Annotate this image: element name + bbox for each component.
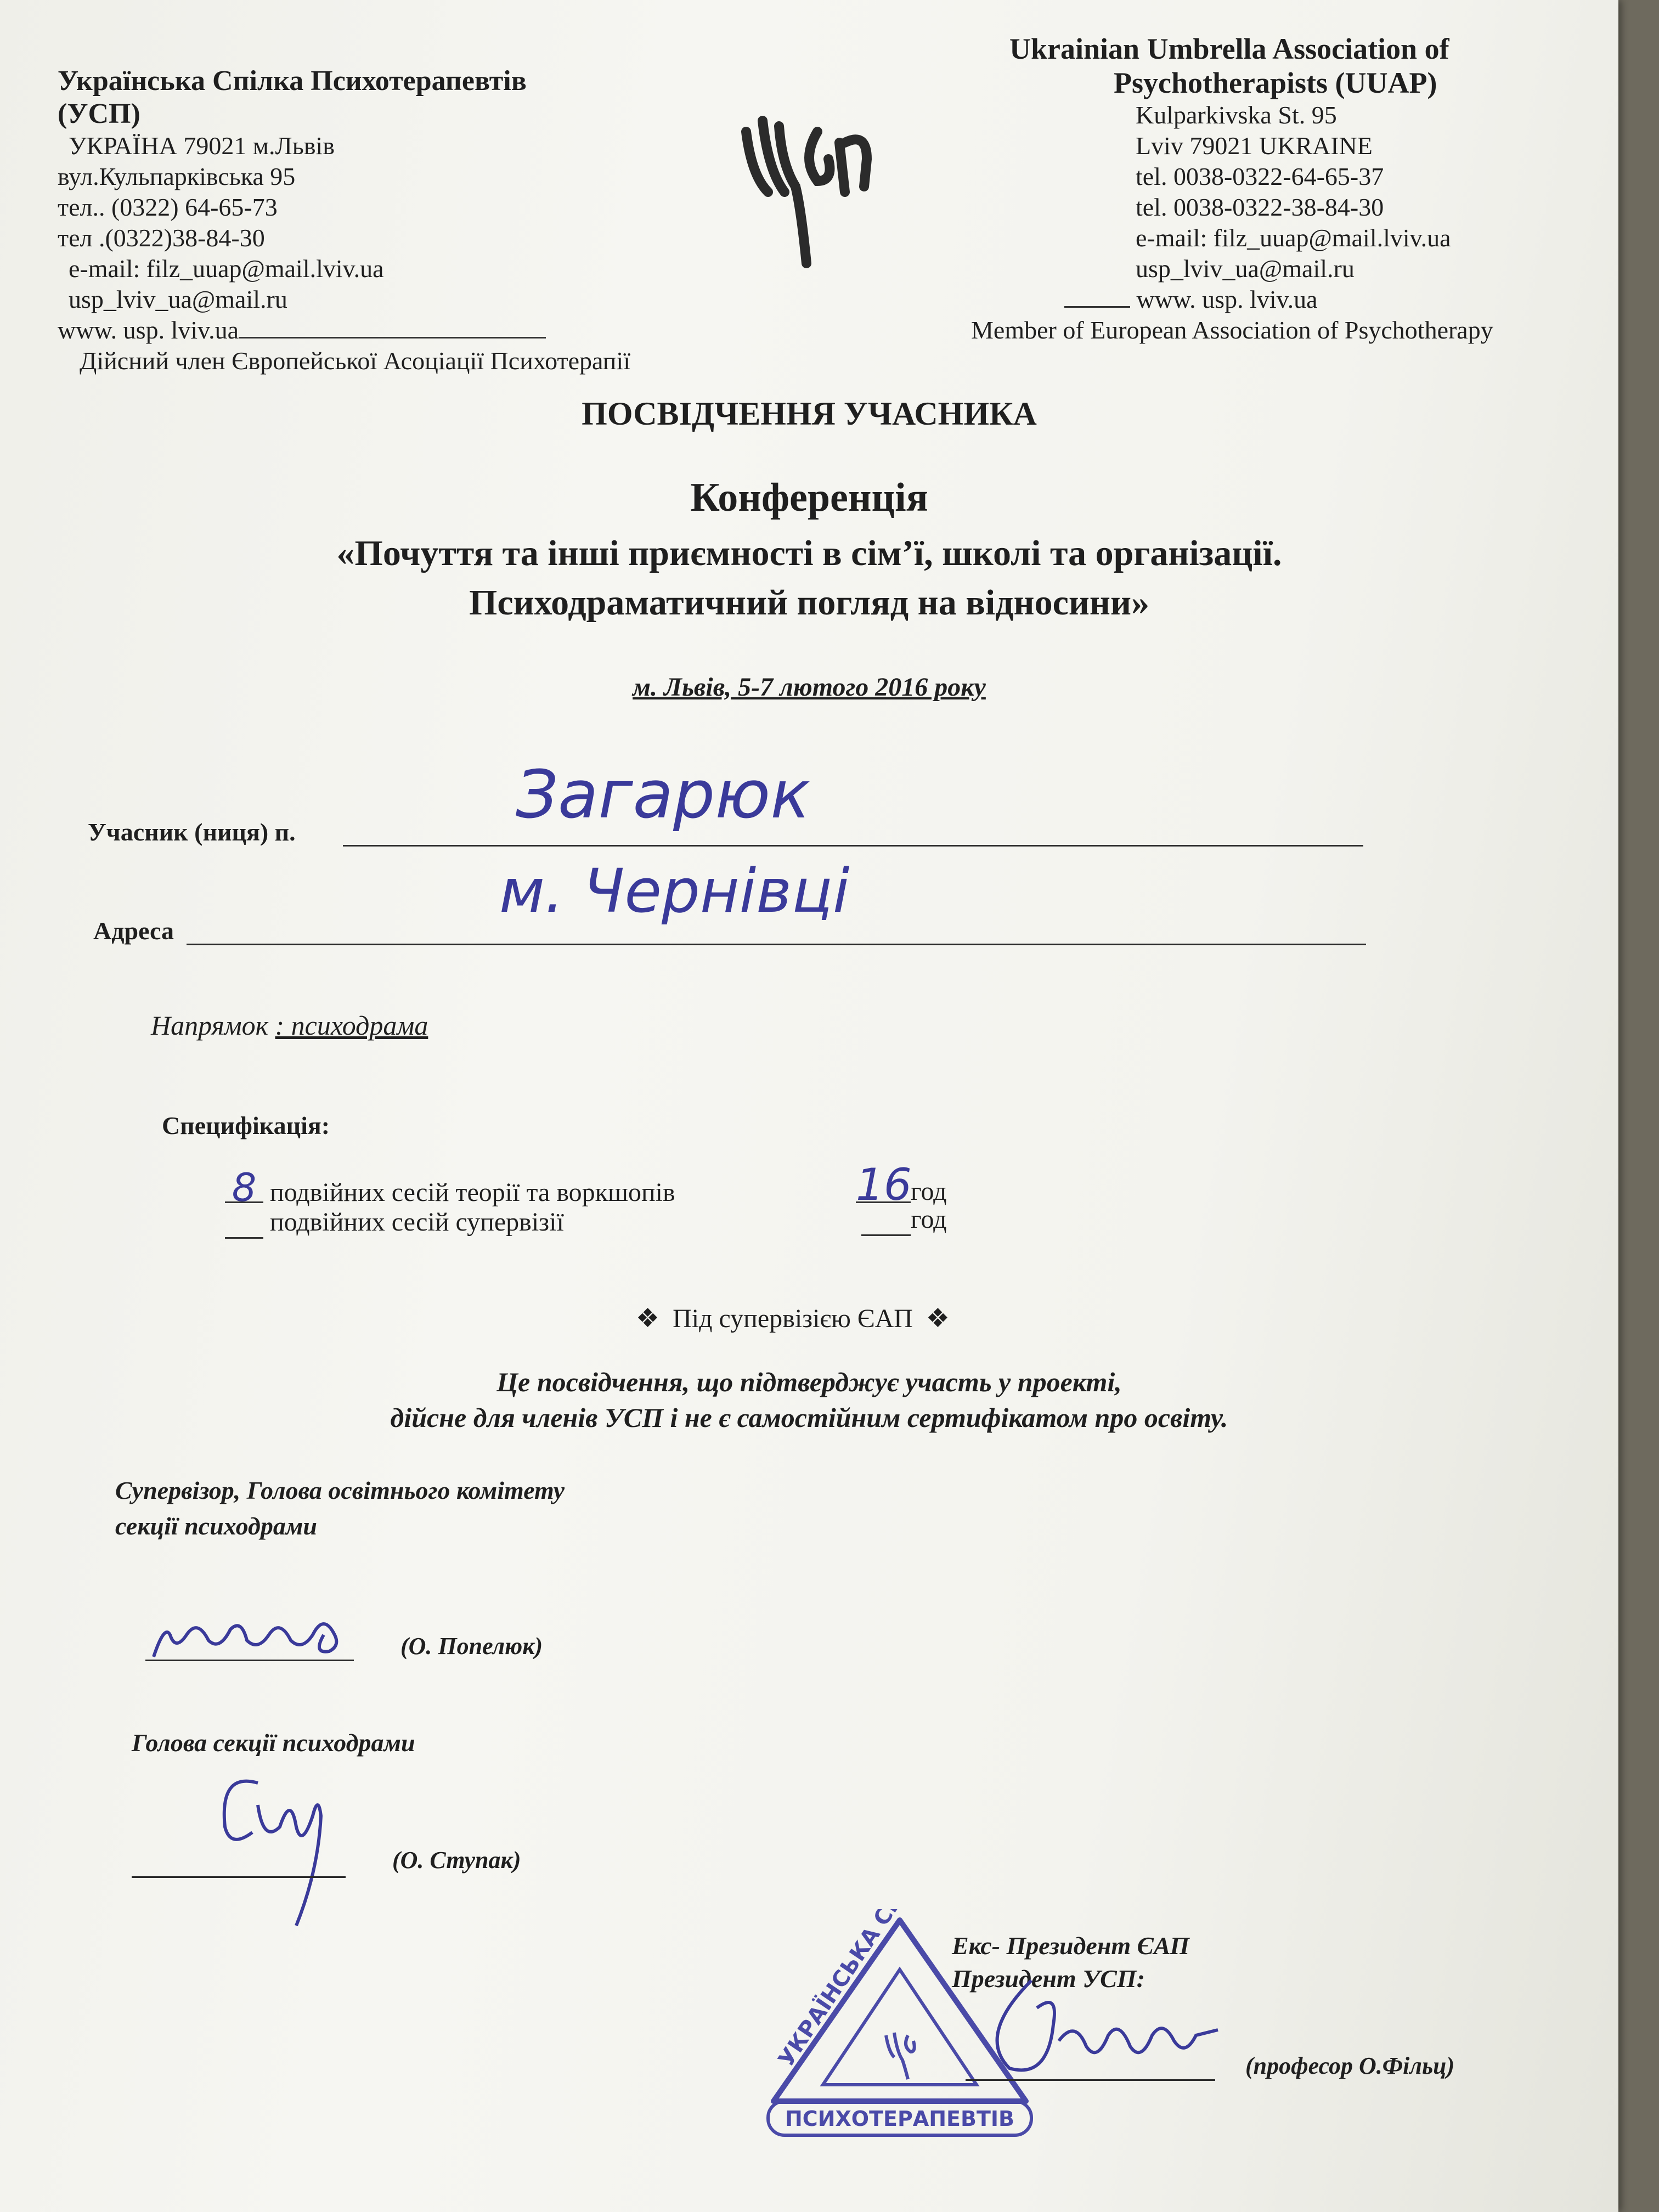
org-abbr-en: Psychotherapists (UUAP)	[1114, 66, 1437, 99]
en-email-1: e-mail: filz_uuap@mail.lviv.ua	[1136, 224, 1451, 252]
participant-label: Учасник (ниця) п.	[88, 818, 296, 846]
spec-label: Специфікація:	[162, 1111, 330, 1139]
direction-value: : психодрама	[275, 1010, 428, 1041]
sig1-line	[145, 1660, 354, 1661]
en-phone-1: tel. 0038-0322-64-65-37	[1136, 162, 1384, 190]
diamond-icon: ❖	[636, 1304, 660, 1333]
spec-row-2-hours-group	[861, 1204, 947, 1236]
note-line-1: Це посвідчення, що підтверджує участь у проекті,	[496, 1367, 1122, 1397]
spec-row-1-hours-group	[856, 1159, 947, 1210]
website-left: www. usp. lviv.ua	[58, 315, 630, 346]
sig3-name: (професор О.Фільц)	[1245, 2052, 1455, 2079]
spec-row-1-text: подвійних сесій теорії та воркшопів	[270, 1178, 675, 1207]
en-phone-2: tel. 0038-0322-38-84-30	[1136, 193, 1384, 221]
sig1-title-1: Супервізор, Голова освітнього комітету	[115, 1476, 565, 1504]
event-theme-line-2: Психодраматичний погляд на відносини»	[469, 583, 1149, 623]
sig2-name: (О. Ступак)	[392, 1847, 521, 1874]
participant-line	[343, 845, 1363, 847]
note-line-2: дійсне для членів УСП і не є самостійним сертифікатом про освіту.	[390, 1402, 1228, 1433]
sig1-name: (О. Попелюк)	[400, 1633, 543, 1660]
email-1: e-mail: filz_uuap@mail.lviv.ua	[69, 255, 384, 283]
sig2-line	[132, 1876, 346, 1878]
participant-value: Загарюк	[516, 757, 810, 833]
stamp-text-bottom: ПСИХОТЕРАПЕВТІВ	[785, 2107, 1014, 2131]
sig3-signature	[966, 1959, 1223, 2093]
org-name-ua: Українська Спілка Психотерапевтів	[58, 65, 527, 97]
phone-1: тел.. (0322) 64-65-73	[58, 193, 278, 221]
org-abbr-ua: (УСП)	[58, 98, 140, 129]
sig3-title-1: Екс- Президент ЄАП	[952, 1932, 1190, 1960]
stamp-text-top: УКРАЇНСЬКА СПІЛКА	[774, 1909, 944, 2072]
membership-en: Member of European Association of Psychotherapy	[971, 316, 1493, 344]
sig1-title-2: секції психодрами	[115, 1512, 317, 1540]
direction-label: Напрямок	[151, 1010, 268, 1041]
phone-2: тел .(0322)38-84-30	[58, 224, 265, 252]
usp-logo-icon	[735, 99, 878, 274]
address-label: Адреса	[93, 917, 174, 945]
event-date: м. Львів, 5-7 лютого 2016 року	[633, 673, 986, 702]
header-right	[971, 32, 1493, 346]
address-country: УКРАЇНА 79021 м.Львів	[69, 132, 335, 160]
membership-ua: Дійсний член Європейської Асоціації Психотерапії	[80, 347, 630, 375]
sig2-signature	[208, 1761, 351, 1939]
diamond-icon: ❖	[926, 1304, 950, 1333]
en-email-2: usp_lviv_ua@mail.ru	[1136, 255, 1355, 283]
sig3-title-2: Президент УСП:	[952, 1965, 1145, 1993]
spec-row-1-count: 8	[225, 1174, 263, 1203]
email-2: usp_lviv_ua@mail.ru	[69, 285, 287, 313]
spec-row-1-unit: год	[911, 1177, 947, 1206]
address-value: м. Чернівці	[499, 856, 850, 926]
event-theme-line-1: «Почуття та інші приємності в сім’ї, школі та організації.	[336, 533, 1282, 573]
header-left	[58, 65, 630, 376]
spec-row-2-blank	[225, 1207, 263, 1239]
spec-row-1-hours: 16	[856, 1159, 912, 1210]
sig2-title: Голова секції психодрами	[132, 1729, 415, 1757]
direction	[151, 1009, 428, 1041]
address-street: вул.Кульпарківська 95	[58, 162, 296, 190]
address-line	[187, 944, 1366, 945]
sig3-line	[966, 2079, 1215, 2081]
en-city: Lviv 79021 UKRAINE	[1136, 132, 1373, 160]
en-street: Kulparkivska St. 95	[1136, 101, 1337, 129]
event-title: Конференція	[690, 475, 928, 520]
certificate-title: ПОСВІДЧЕННЯ УЧАСНИКА	[582, 396, 1037, 432]
spec-row-2-text: подвійних сесій супервізії	[270, 1207, 564, 1237]
spec-row-2-hours-blank	[861, 1204, 911, 1236]
supervision-text: Під супервізією ЄАП	[673, 1304, 913, 1333]
spec-row-1	[225, 1165, 675, 1210]
supervision-line	[0, 1303, 1602, 1334]
spec-row-2	[225, 1207, 564, 1239]
en-website: www. usp. lviv.ua	[971, 284, 1493, 315]
spec-row-2-unit: год	[911, 1205, 947, 1234]
org-name-en: Ukrainian Umbrella Association of	[1009, 32, 1449, 65]
